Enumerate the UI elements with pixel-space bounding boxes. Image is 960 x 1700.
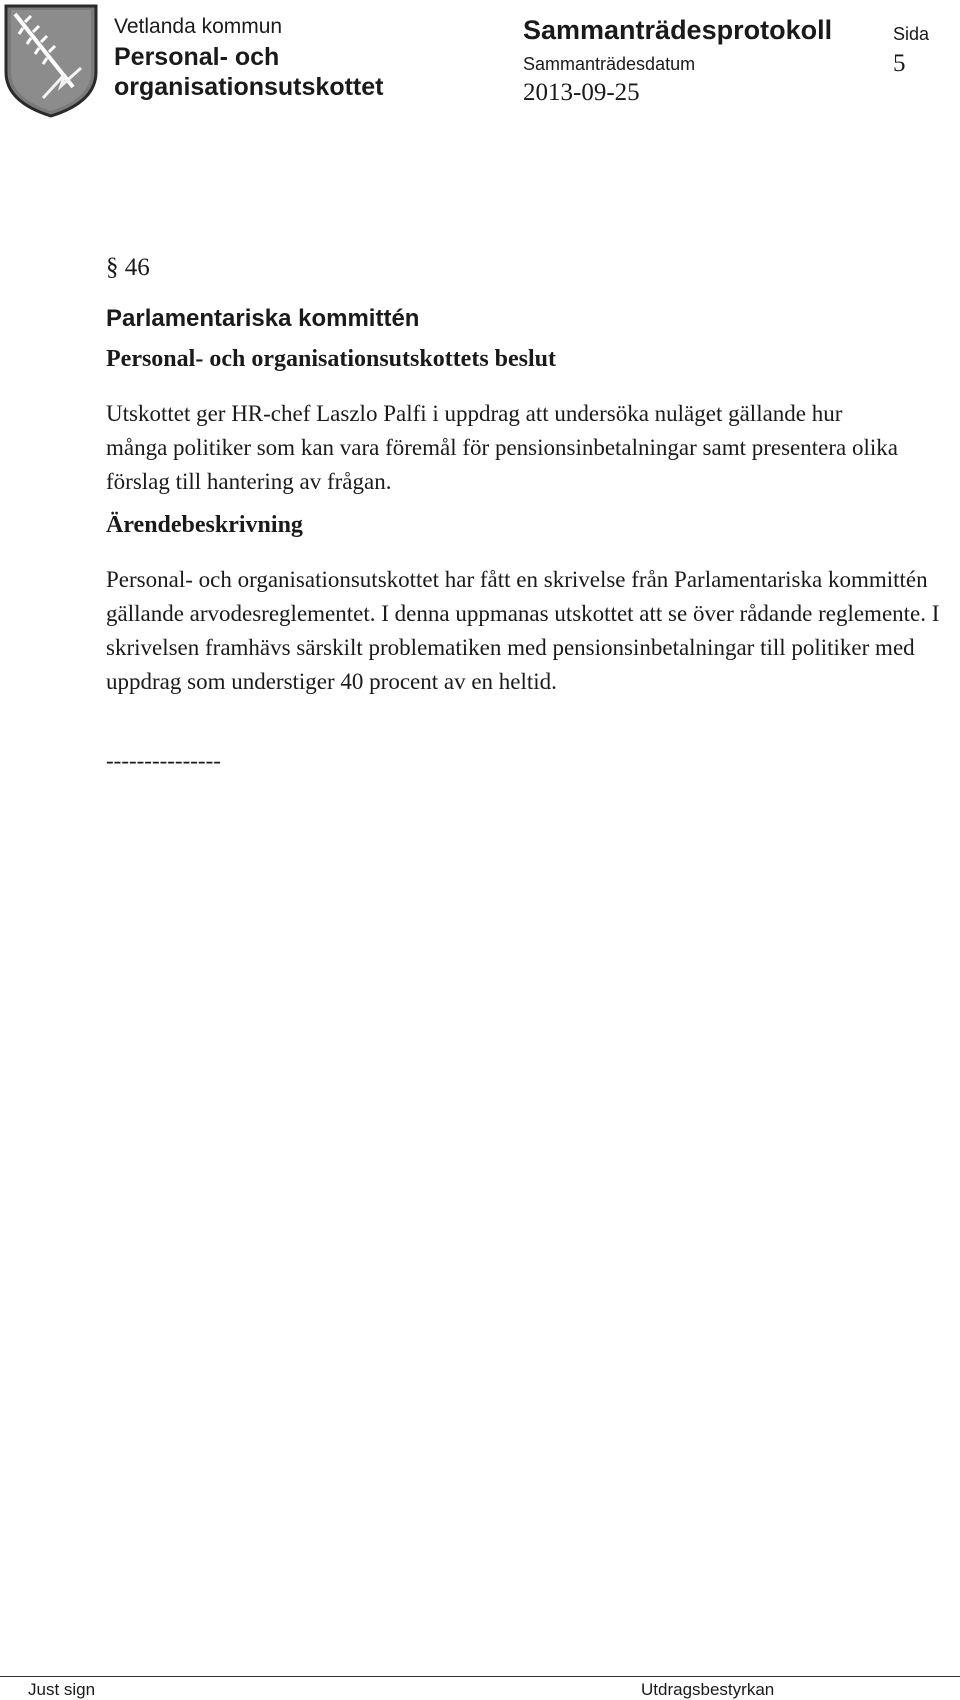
document-type: Sammanträdesprotokoll: [523, 15, 833, 45]
description-text: Personal- och organisationsutskottet har fått en skrivelse från Parlamentariska kommittén gällande arvodesreglementet. I denna uppmanas utskottet att se över rådande reglemente. I skrivelsen framhävs särskilt problematiken med pensionsinbetalningar till politiker med uppdrag som understiger 40 procent av en heltid.: [106, 567, 940, 694]
decision-title: Personal- och organisationsutskottets beslut: [106, 346, 557, 372]
paragraph-number: § 46: [106, 254, 150, 281]
separator: ---------------: [106, 748, 221, 773]
municipality-name: Vetlanda kommun: [114, 15, 283, 38]
decision-text: Utskottet ger HR-chef Laszlo Palfi i uppdrag att undersöka nuläget gällande hur många politiker som kan vara föremål för pensionsinbetalningar samt presentera olika förslag till hantering av frågan.: [106, 401, 898, 494]
description-title: Ärendebeskrivning: [106, 512, 303, 538]
footer-utdragsbestyrkan: Utdragsbestyrkan: [641, 1680, 775, 1699]
meeting-date: 2013-09-25: [523, 79, 640, 106]
coat-of-arms-icon: [3, 2, 99, 119]
meeting-date-label: Sammanträdesdatum: [523, 54, 696, 74]
footer-just-sign: Just sign: [28, 1680, 96, 1699]
section-heading: Parlamentariska kommittén: [106, 305, 420, 332]
page-label: Sida: [893, 24, 930, 44]
committee-name: Personal- och organisationsutskottet: [114, 43, 384, 101]
footer-divider: [0, 1676, 960, 1677]
page-number: 5: [893, 50, 906, 77]
